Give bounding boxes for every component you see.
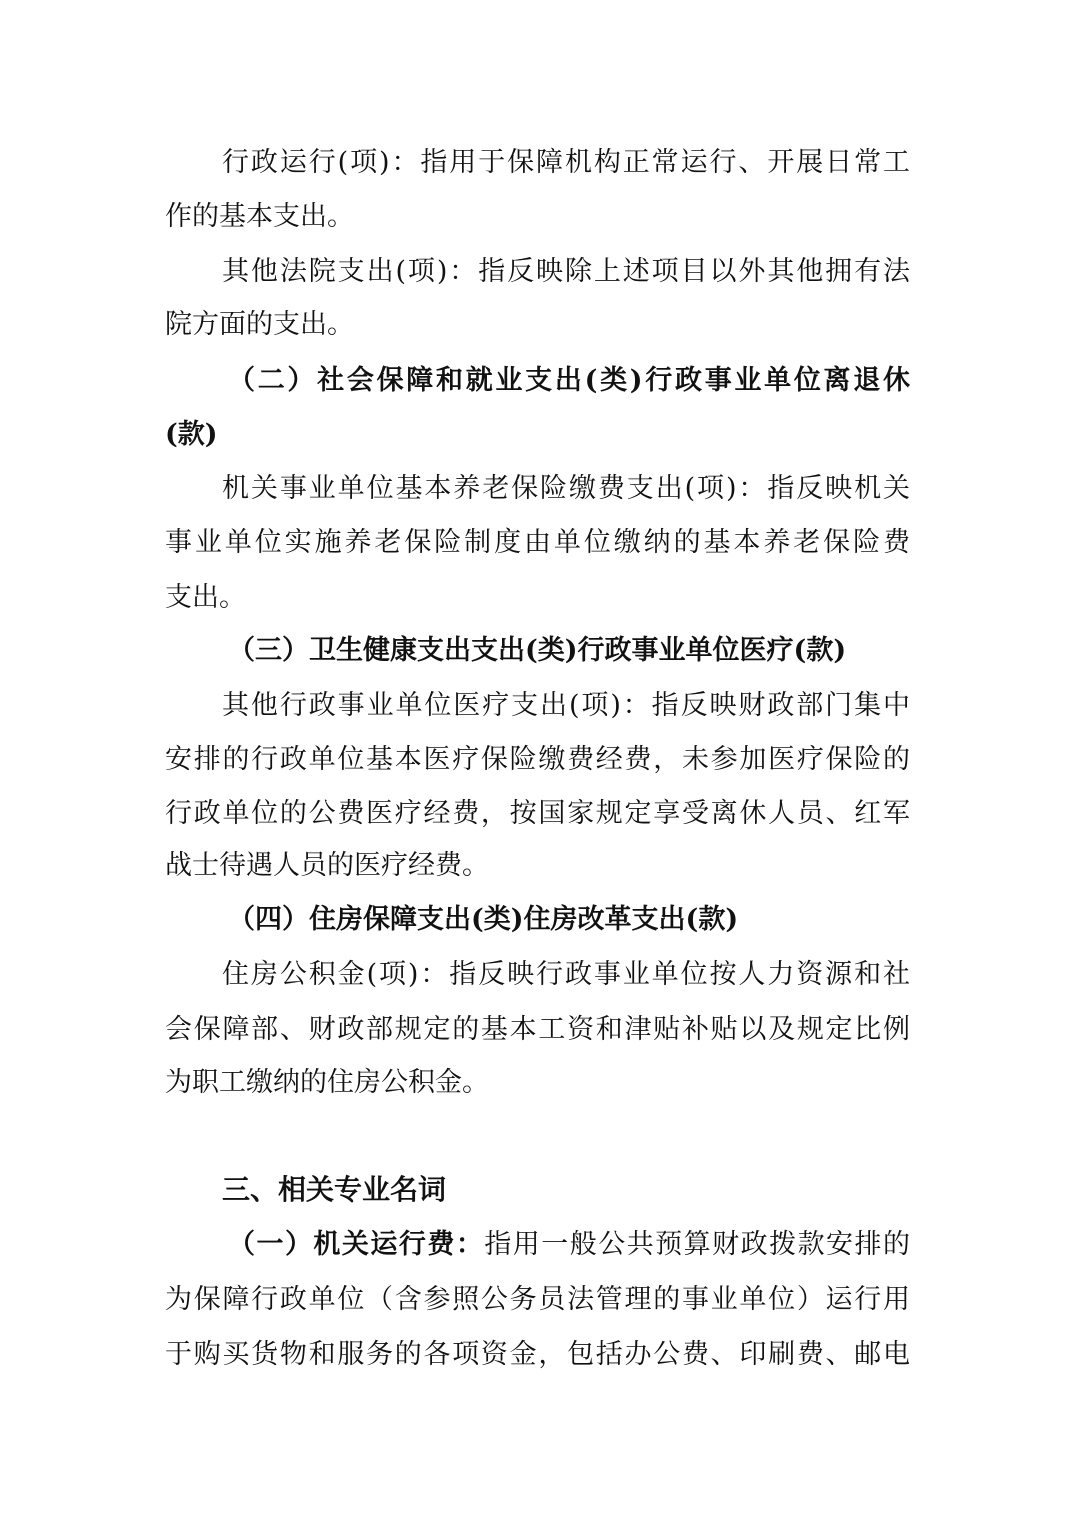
paragraph-line: 安排的行政单位基本医疗保险缴费经费，未参加医疗保险的 xyxy=(165,744,910,775)
paragraph-line: 机关事业单位基本养老保险缴费支出(项)：指反映机关 xyxy=(222,473,910,504)
paragraph-line: 支出。 xyxy=(165,582,246,613)
paragraph-line: 战士待遇人员的医疗经费。 xyxy=(165,850,489,881)
paragraph-line: 住房公积金(项)：指反映行政事业单位按人力资源和社 xyxy=(222,959,910,990)
term-definition: 指用一般公共预算财政拨款安排的 xyxy=(484,1229,910,1260)
paragraph-line: 其他法院支出(项)：指反映除上述项目以外其他拥有法 xyxy=(222,256,910,287)
paragraph-line: 行政单位的公费医疗经费，按国家规定享受离休人员、红军 xyxy=(165,798,910,829)
paragraph-line: 于购买货物和服务的各项资金，包括办公费、印刷费、邮电 xyxy=(165,1339,910,1370)
paragraph-line xyxy=(228,1225,910,1265)
paragraph-line: 行政运行(项)：指用于保障机构正常运行、开展日常工 xyxy=(222,147,910,178)
term-label: （一）机关运行费： xyxy=(228,1229,485,1260)
section-heading-3: （三）卫生健康支出支出(类)行政事业单位医疗(款) xyxy=(228,635,847,666)
section-heading-2: （二）社会保障和就业支出(类)行政事业单位离退休 xyxy=(228,365,910,396)
paragraph-line: 为保障行政单位（含参照公务员法管理的事业单位）运行用 xyxy=(165,1284,910,1315)
paragraph-line: 为职工缴纳的住房公积金。 xyxy=(165,1067,489,1098)
paragraph-line: 作的基本支出。 xyxy=(165,201,354,232)
paragraph-line: 会保障部、财政部规定的基本工资和津贴补贴以及规定比例 xyxy=(165,1014,910,1045)
paragraph-line: 其他行政事业单位医疗支出(项)：指反映财政部门集中 xyxy=(222,690,910,721)
paragraph-line: 院方面的支出。 xyxy=(165,309,354,340)
chapter-heading: 三、相关专业名词 xyxy=(222,1173,447,1206)
section-heading-4: （四）住房保障支出(类)住房改革支出(款) xyxy=(228,904,739,935)
section-heading-2-cont: (款) xyxy=(165,419,218,450)
paragraph-line: 事业单位实施养老保险制度由单位缴纳的基本养老保险费 xyxy=(165,527,910,558)
